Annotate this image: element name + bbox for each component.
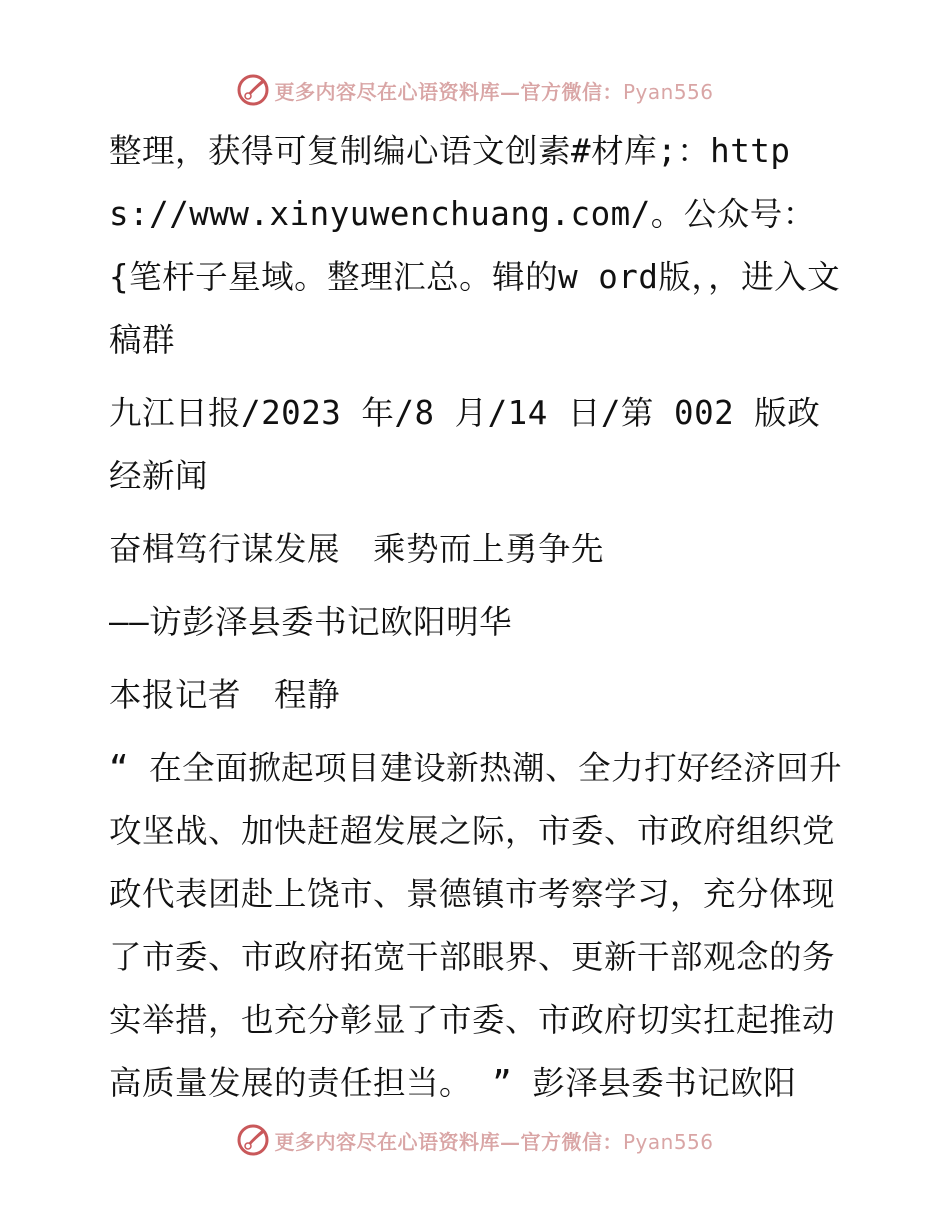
source-line: 九江日报/2023 年/8 月/14 日/第 002 版政经新闻 [109,394,821,495]
brush-logo-icon [236,1123,270,1157]
article-byline: 本报记者 程静 [109,676,341,714]
watermark-text: 更多内容尽在心语资料库—官方微信：Pyan556 [274,79,714,104]
wechat-id: Pyan556 [622,1129,714,1154]
article-headline: 奋楫笃行谋发展 乘势而上勇争先 [109,530,605,568]
brush-logo-icon [236,73,270,107]
watermark-banner-bottom [0,1120,950,1160]
article-paragraph: “ 在全面掀起项目建设新热潮、全力打好经济回升攻坚战、加快赶超发展之际，市委、市政府组织党政代表团赴上饶市、景德镇市考察学习，充分体现了市委、市政府拓宽干部眼界、更新干部观念的务实举措，也充分彰显了市委、市政府切实扛起推动高质量发展的责任担当。 ” 彭泽县委书记欧阳 [109,749,843,1102]
wechat-id: Pyan556 [622,79,714,104]
intro-paragraph: 整理，获得可复制编心语文创素#材库;：https://www.xinyuwenchuang.com/。公众号：{笔杆子星域。整理汇总。辑的w ord版，，进入文稿群 [109,132,841,359]
document-body [97,120,847,1115]
watermark-text: 更多内容尽在心语资料库—官方微信：Pyan556 [274,1129,714,1154]
article-subheadline: ——访彭泽县委书记欧阳明华 [109,603,513,641]
watermark-banner-top [0,70,950,110]
